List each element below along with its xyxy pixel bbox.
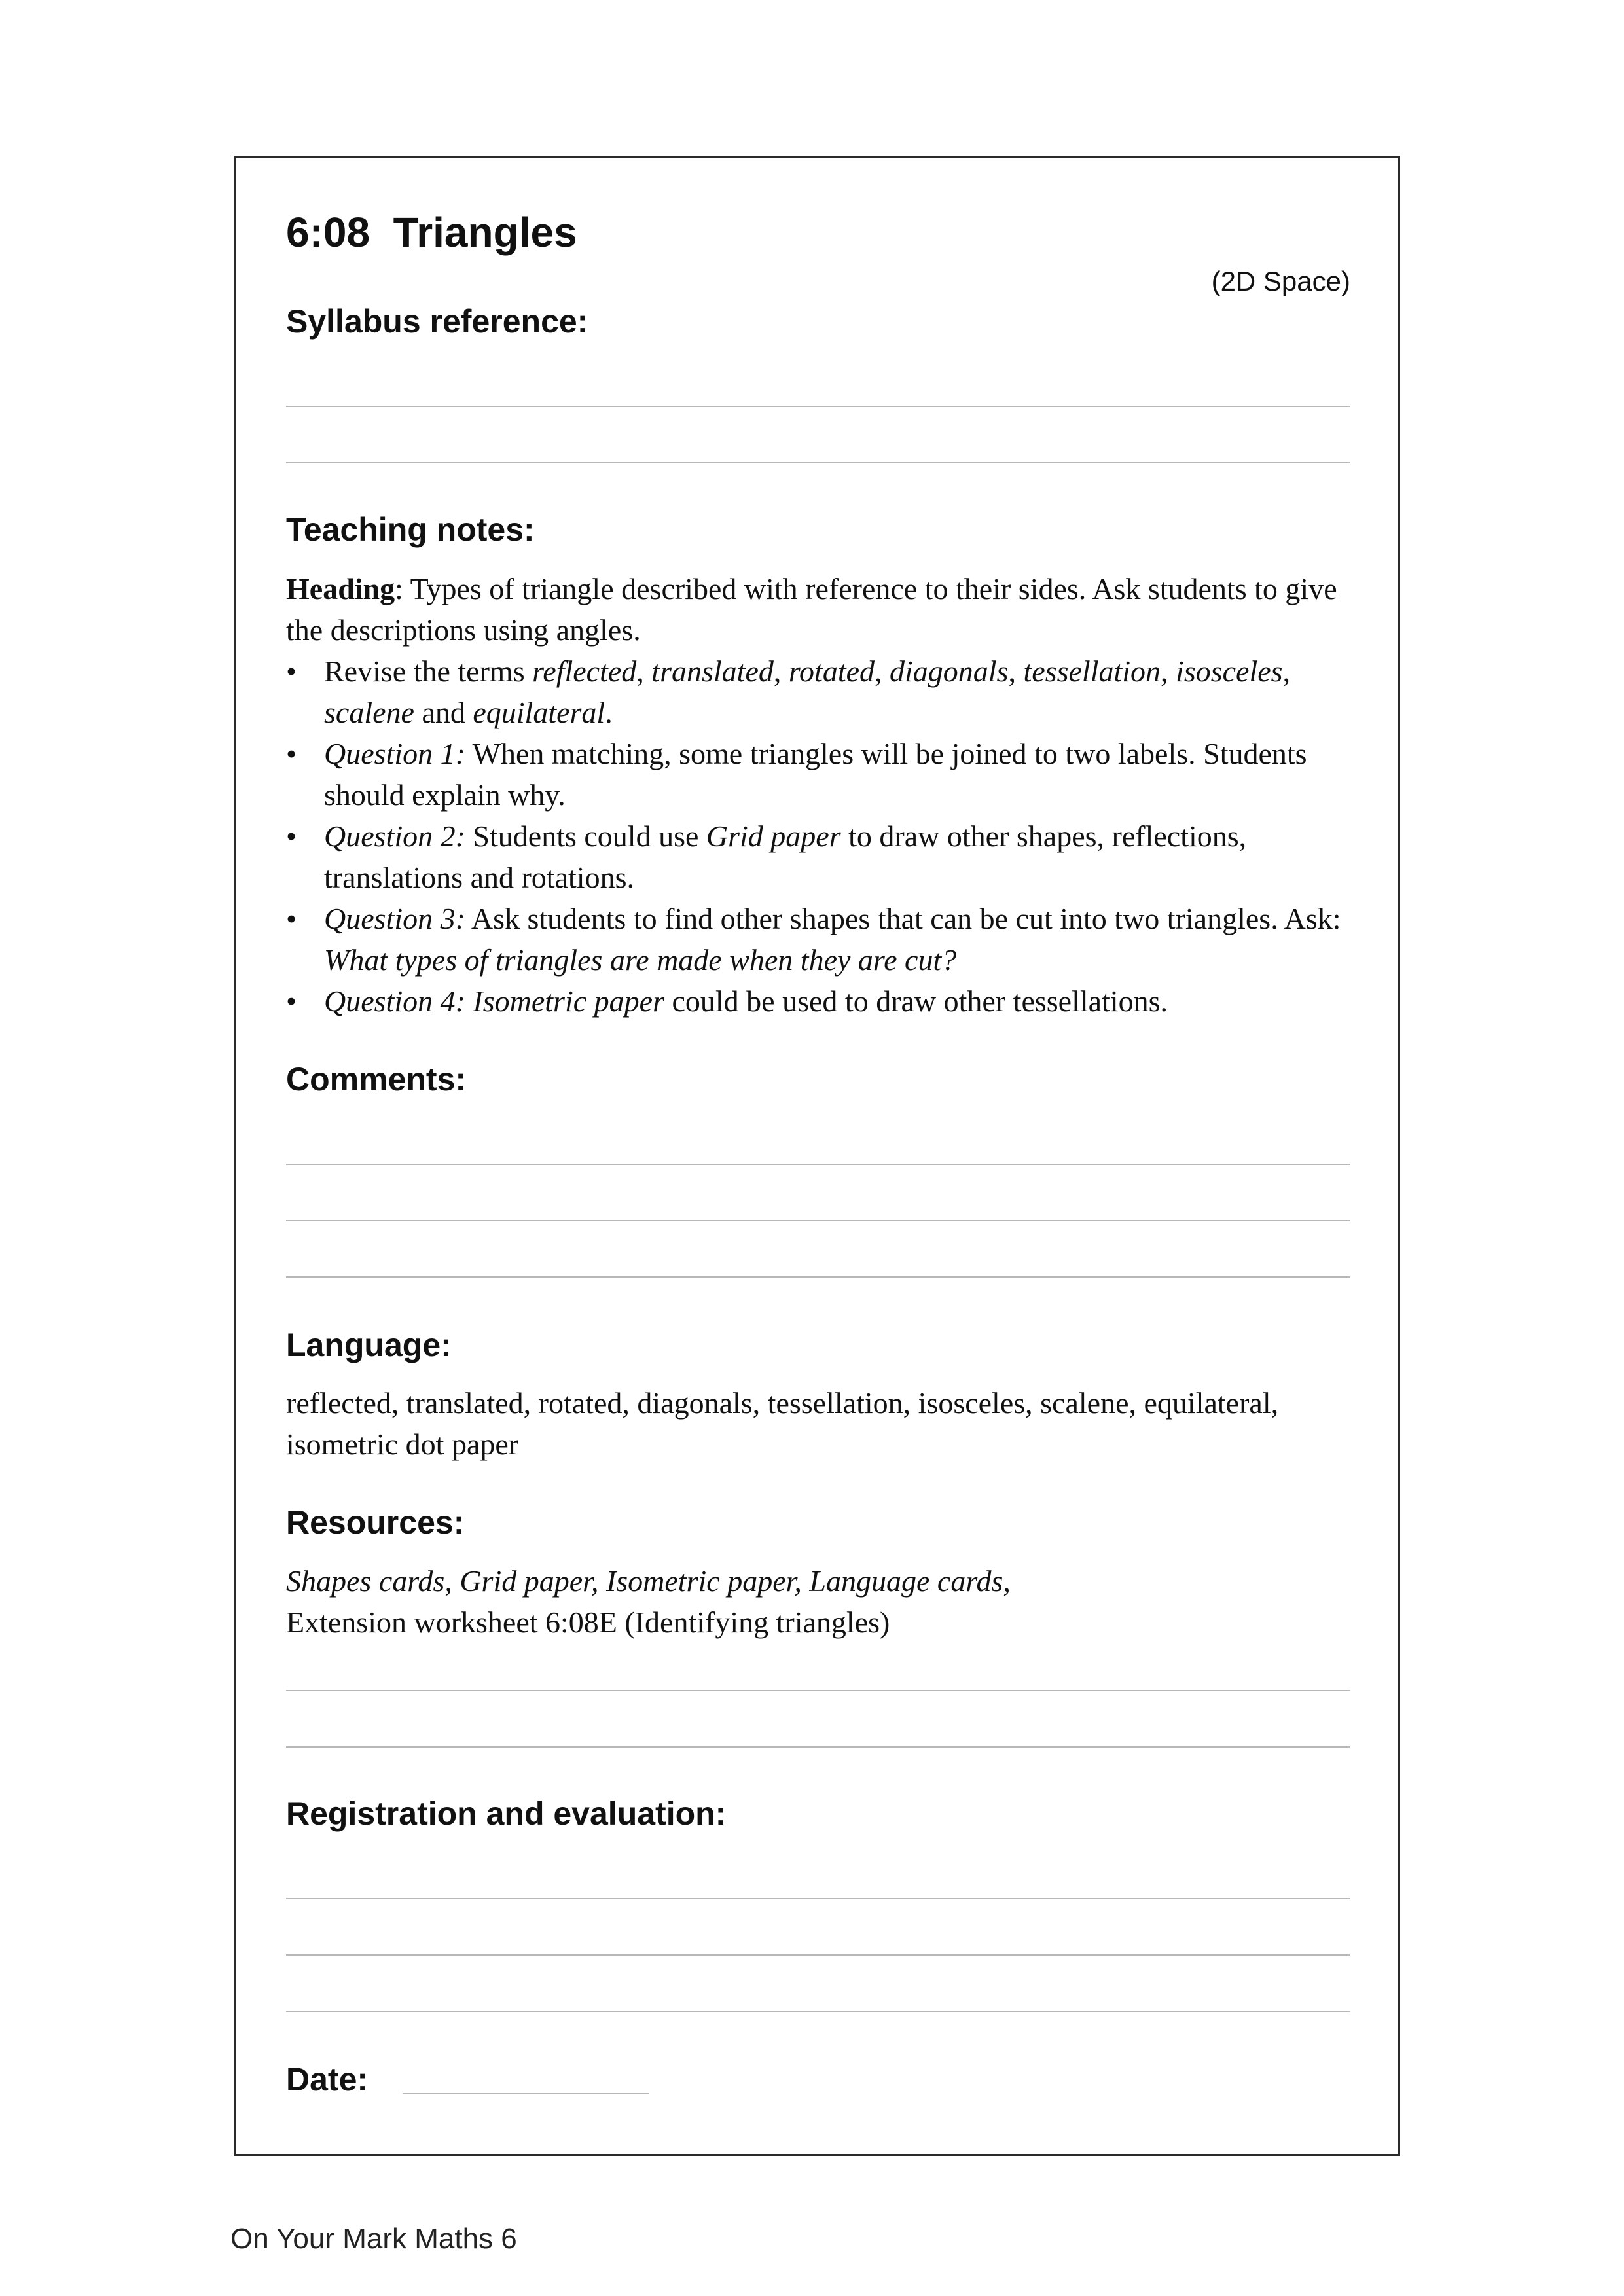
comments-line-2 xyxy=(286,1220,1350,1221)
question-label: Question 4: Isometric paper xyxy=(324,984,664,1018)
question-prompt: What types of triangles are made when they are cut? xyxy=(324,943,957,977)
separator: , xyxy=(1161,655,1176,688)
resource-name: Grid paper xyxy=(706,819,841,853)
resources-heading: Resources: xyxy=(286,1504,465,1541)
list-item xyxy=(286,651,1360,733)
syllabus-line-2 xyxy=(286,462,1350,463)
teaching-notes-body xyxy=(286,568,1360,1022)
intro-bold: Heading xyxy=(286,572,395,605)
question-label: Question 1: xyxy=(324,737,465,770)
resources-italic-line xyxy=(286,1560,1360,1602)
term: scalene xyxy=(324,696,414,729)
list-item xyxy=(286,733,1360,816)
resources-text xyxy=(286,1560,1360,1643)
bullet: • xyxy=(286,655,297,688)
intro-text: : Types of triangle described with reference to their sides. Ask students to give the descriptions using angles. xyxy=(286,572,1337,647)
resources-list: Shapes cards, Grid paper, Isometric paper, Language cards, xyxy=(286,1564,1011,1598)
term: diagonals xyxy=(890,655,1009,688)
list-item xyxy=(286,898,1360,980)
syllabus-heading: Syllabus reference: xyxy=(286,303,588,340)
term: equilateral xyxy=(473,696,605,729)
teaching-notes-list xyxy=(286,651,1360,1022)
bullet-text: to draw other shapes, reflections, translations and rotations. xyxy=(324,819,1247,894)
language-text: reflected, translated, rotated, diagonals, tessellation, isosceles, scalene, equilateral, isometric dot paper xyxy=(286,1386,1279,1461)
term: translated xyxy=(651,655,774,688)
question-label: Question 2: xyxy=(324,819,465,853)
registration-line-2 xyxy=(286,1954,1350,1956)
question-label: Question 3: xyxy=(324,902,465,935)
teaching-notes-heading: Teaching notes: xyxy=(286,511,535,548)
language-heading: Language: xyxy=(286,1327,452,1363)
registration-line-1 xyxy=(286,1898,1350,1899)
bullet: • xyxy=(286,984,297,1018)
bullet-text: Ask students to find other shapes that can be cut into two triangles. Ask: xyxy=(465,902,1341,935)
bullet: • xyxy=(286,737,297,770)
resources-plain-line: Extension worksheet 6:08E (Identifying triangles) xyxy=(286,1605,890,1639)
comments-line-1 xyxy=(286,1164,1350,1165)
teaching-notes-intro xyxy=(286,568,1360,651)
registration-line-3 xyxy=(286,2011,1350,2012)
registration-heading: Registration and evaluation: xyxy=(286,1795,727,1832)
term: reflected xyxy=(532,655,637,688)
list-item xyxy=(286,980,1360,1022)
bullet-text: Revise the terms xyxy=(324,655,533,688)
resources-line-1 xyxy=(286,1690,1350,1691)
bullet-text: could be used to draw other tessellations. xyxy=(664,984,1168,1018)
separator: and xyxy=(414,696,473,729)
bullet: • xyxy=(286,902,297,935)
separator: , xyxy=(773,655,789,688)
comments-heading: Comments: xyxy=(286,1061,467,1098)
separator: , xyxy=(875,655,890,688)
separator: , xyxy=(636,655,652,688)
term: isosceles xyxy=(1176,655,1283,688)
bullet-text: When matching, some triangles will be joined to two labels. Students should explain why. xyxy=(324,737,1307,812)
date-label: Date: xyxy=(286,2061,369,2098)
date-field-line xyxy=(403,2093,649,2094)
bullet-text: Students could use xyxy=(465,819,706,853)
subject-strand: (2D Space) xyxy=(1211,266,1350,296)
comments-line-3 xyxy=(286,1276,1350,1278)
list-item xyxy=(286,816,1360,898)
syllabus-line-1 xyxy=(286,406,1350,407)
term: rotated xyxy=(788,655,875,688)
separator: , xyxy=(1282,655,1291,688)
page-title: 6:08 Triangles xyxy=(286,209,577,256)
bullet: • xyxy=(286,819,297,853)
resources-line-2 xyxy=(286,1746,1350,1748)
separator: , xyxy=(1008,655,1024,688)
footer-text: On Your Mark Maths 6 xyxy=(230,2223,517,2255)
separator: . xyxy=(605,696,613,729)
page-frame xyxy=(234,156,1400,2156)
term: tessellation xyxy=(1023,655,1161,688)
